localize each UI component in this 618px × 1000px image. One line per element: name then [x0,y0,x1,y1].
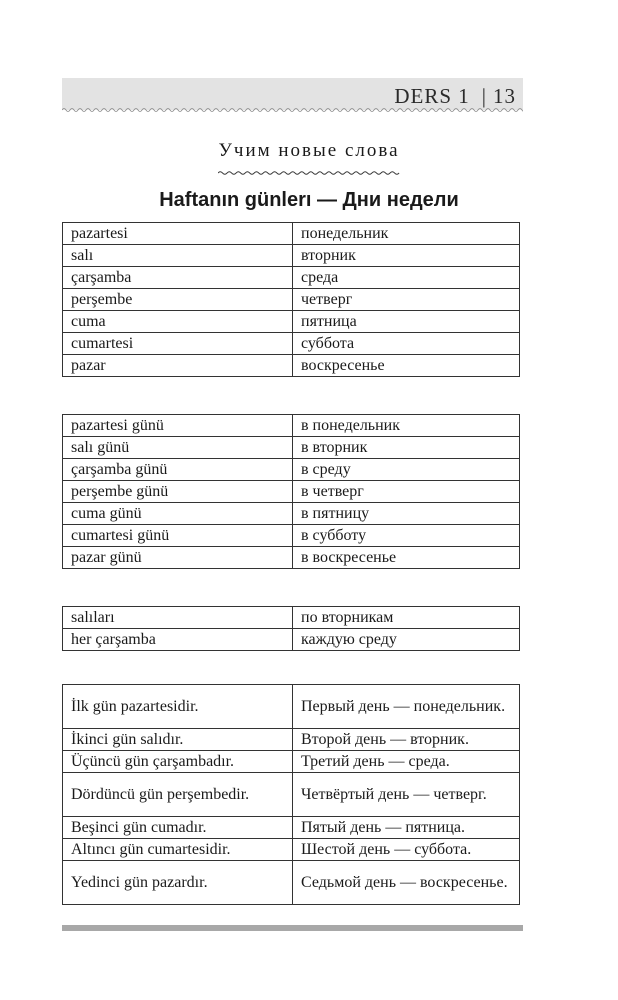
ru-word: в субботу [293,525,520,547]
table-row [63,503,520,525]
table-row [63,311,520,333]
table-row [63,459,520,481]
sentences-table [62,684,520,905]
ru-word: вторник [293,245,520,267]
table-row [63,289,520,311]
tr-word: çarşamba [63,267,293,289]
tr-word: salıları [63,607,293,629]
subtitle [0,140,618,174]
table-row [63,607,520,629]
tr-sentence: İkinci gün salıdır. [63,729,293,751]
subtitle-text: Учим новые слова [218,140,400,161]
ru-word: в понедельник [293,415,520,437]
sentence-row [63,773,520,817]
tr-word: pazar [63,355,293,377]
frequency-table [62,606,520,651]
tr-word: cuma [63,311,293,333]
ru-sentence: Пятый день — пятница. [293,817,520,839]
section-title: Haftanın günlerı — Дни недели [159,189,459,211]
tr-word: cumartesi [63,333,293,355]
table-row [63,355,520,377]
ru-word: в четверг [293,481,520,503]
tr-word: pazartesi günü [63,415,293,437]
tr-word: salı [63,245,293,267]
ru-word: по вторникам [293,607,520,629]
footer-bar [62,925,523,931]
ru-word: пятница [293,311,520,333]
ru-word: понедельник [293,223,520,245]
tr-word: cumartesi günü [63,525,293,547]
tr-sentence: Altıncı gün cumartesidir. [63,839,293,861]
ru-sentence: Первый день — понедельник. [293,685,520,729]
tr-word: pazar günü [63,547,293,569]
tr-word: salı günü [63,437,293,459]
sentence-row [63,839,520,861]
table-row [63,437,520,459]
table-row [63,525,520,547]
table-row [63,415,520,437]
sentence-row [63,817,520,839]
table-row [63,481,520,503]
table-row [63,223,520,245]
days-table [62,222,520,377]
ru-sentence: Четвёртый день — четверг. [293,773,520,817]
ru-sentence: Шестой день — суббота. [293,839,520,861]
ru-word: в среду [293,459,520,481]
table-row [63,547,520,569]
ru-word: каждую среду [293,629,520,651]
ru-word: среда [293,267,520,289]
tr-sentence: Dördüncü gün perşembedir. [63,773,293,817]
sentence-row [63,751,520,773]
tr-word: pazartesi [63,223,293,245]
table-row [63,333,520,355]
ru-word: воскресенье [293,355,520,377]
ru-word: суббота [293,333,520,355]
tr-word: çarşamba günü [63,459,293,481]
table-row [63,629,520,651]
ru-word: в пятницу [293,503,520,525]
ru-word: в вторник [293,437,520,459]
subtitle-underline [218,170,399,176]
tr-word: her çarşamba [63,629,293,651]
tr-word: perşembe günü [63,481,293,503]
tr-sentence: Beşinci gün cumadır. [63,817,293,839]
ru-word: четверг [293,289,520,311]
sentence-row [63,861,520,905]
lesson-label: DERS 1 [394,84,470,108]
tr-word: cuma günü [63,503,293,525]
table-row [63,267,520,289]
ru-word: в воскресенье [293,547,520,569]
sentence-row [63,729,520,751]
page-number: 13 [493,84,516,108]
on-days-table [62,414,520,569]
tr-sentence: İlk gün pazartesidir. [63,685,293,729]
ru-sentence: Второй день — вторник. [293,729,520,751]
ru-sentence: Седьмой день — воскресенье. [293,861,520,905]
tr-word: perşembe [63,289,293,311]
table-row [63,245,520,267]
running-header: DERS 1 | 13 [394,84,516,108]
tr-sentence: Yedinci gün pazardır. [63,861,293,905]
ru-sentence: Третий день — среда. [293,751,520,773]
tr-sentence: Üçüncü gün çarşambadır. [63,751,293,773]
sentence-row [63,685,520,729]
